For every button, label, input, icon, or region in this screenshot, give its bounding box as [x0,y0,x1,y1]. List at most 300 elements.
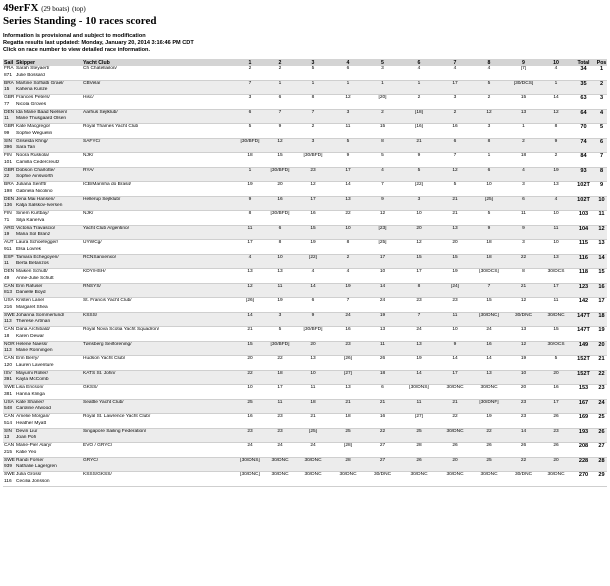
race-score: [30/DNS] [400,385,438,392]
sail-number: ARG [4,225,15,231]
race-score: 4 [541,66,571,73]
empty-cell [438,203,472,210]
race-score: 10 [541,240,571,247]
empty-cell [571,232,596,239]
table-row [3,73,607,80]
total-score: 74 [571,138,596,145]
table-row [3,160,607,167]
sail-number: CAN [4,356,15,361]
sail-number: 13 [3,435,15,442]
race-score: 7 [331,298,365,305]
empty-cell [331,189,365,196]
race-score: 23 [295,167,331,174]
race-link-2[interactable]: 2 [278,59,282,66]
race-score: 2 [472,95,506,102]
race-score: 17 [438,80,472,87]
empty-cell [331,160,365,167]
race-score: 16 [541,385,571,392]
race-score: 8 [235,211,265,218]
empty-cell [506,334,541,341]
race-score: [30/BFD] [295,327,331,334]
race-score: 9 [365,196,400,203]
sail-number: 939 [3,464,15,471]
empty-cell [82,392,235,399]
race-score: [27] [331,370,365,377]
empty-cell [541,218,571,225]
crew-name: Sara Tan [15,145,82,152]
crew-name: Erin Rafuse/ [15,283,82,290]
empty-cell [265,232,295,239]
empty-cell [235,189,265,196]
race-score: 13 [541,254,571,261]
race-score: 21 [506,283,541,290]
sail-number: 120 [3,363,15,370]
race-score: 15 [295,225,331,232]
race-link-8[interactable]: 8 [487,59,491,66]
race-score: 5 [472,80,506,87]
yacht-club: KSSS/GKSS/ [82,472,235,479]
race-score: 22 [506,254,541,261]
race-score: 22 [265,356,295,363]
empty-cell [596,102,607,109]
empty-cell [571,218,596,225]
race-score: 20 [295,341,331,348]
race-score: 22 [472,428,506,435]
empty-cell [541,203,571,210]
empty-cell [506,73,541,80]
race-score: 19 [400,356,438,363]
race-score: 12 [400,240,438,247]
total-score: 147T [571,327,596,334]
sail-number: 514 [3,421,15,428]
race-score: 15 [472,298,506,305]
empty-cell [82,189,235,196]
race-score: 30/DNC [295,457,331,464]
empty-cell [438,290,472,297]
empty-cell [400,450,438,457]
race-score: 25 [331,428,365,435]
yacht-club: Ch Chatellailon/ [82,66,235,73]
race-score: 12 [235,283,265,290]
empty-cell [571,73,596,80]
race-score: 8 [506,269,541,276]
col-club: Yacht Club [82,59,235,66]
race-score: 14 [331,182,365,189]
empty-cell [331,218,365,225]
empty-cell [438,421,472,428]
empty-cell [506,203,541,210]
sail-number: CAN [4,283,15,289]
empty-cell [82,73,235,80]
empty-cell [571,305,596,312]
empty-cell [571,319,596,326]
race-score: 9 [265,124,295,131]
empty-cell [541,363,571,370]
empty-cell [82,218,235,225]
race-score: 14 [400,370,438,377]
race-score: 10 [295,370,331,377]
empty-cell [541,450,571,457]
sail-number: 871 [3,73,15,80]
empty-cell [400,421,438,428]
race-score: 3 [472,124,506,131]
empty-cell [506,305,541,312]
race-score: 6 [331,66,365,73]
empty-cell [331,87,365,94]
empty-cell [82,435,235,442]
race-link-6[interactable]: 6 [417,59,421,66]
empty-cell [571,160,596,167]
total-score: 64 [571,109,596,116]
race-score: 25 [400,428,438,435]
yacht-club: SAFYC/ [82,138,235,145]
position: 20 [596,341,607,348]
empty-cell [472,290,506,297]
empty-cell [331,334,365,341]
empty-cell [82,290,235,297]
race-score: 6 [295,298,331,305]
race-score: 12 [265,138,295,145]
empty-cell [365,319,400,326]
table-row [3,189,607,196]
sail-number: GBR [4,95,15,100]
race-score: 20 [400,225,438,232]
empty-cell [571,102,596,109]
empty-cell [82,102,235,109]
table-row [3,102,607,109]
empty-cell [295,406,331,413]
race-score: 12 [506,298,541,305]
empty-cell [331,435,365,442]
race-score: 13 [235,269,265,276]
empty-cell [331,116,365,123]
race-score: 6 [265,95,295,102]
empty-cell [82,232,235,239]
col-race [365,59,400,66]
crew-name: Julie Bossard [15,73,82,80]
empty-cell [295,189,331,196]
crew-name: Maiken Schutt/ [15,269,82,276]
sail-number: 49 [3,276,15,283]
race-score: 2 [365,109,400,116]
total-score: 118 [571,269,596,276]
empty-cell [506,218,541,225]
crew-name: Martine Soffiatti Grael/ [15,80,82,87]
race-score: 17 [365,254,400,261]
total-score: 102T [571,196,596,203]
race-link-10[interactable]: 10 [553,59,559,66]
race-score: 30/DNC [265,457,295,464]
empty-cell [365,232,400,239]
crew-name: Erin Berry/ [15,356,82,363]
empty-cell [438,218,472,225]
empty-cell [235,73,265,80]
race-score: 10 [265,254,295,261]
table-row [3,196,607,203]
empty-cell [365,479,400,486]
sail-number: 548 [3,406,15,413]
empty-cell [438,174,472,181]
empty-cell [82,203,235,210]
empty-cell [265,160,295,167]
position: 4 [596,109,607,116]
race-score: 3 [506,182,541,189]
empty-cell [472,348,506,355]
empty-cell [235,218,265,225]
race-score: 10 [541,211,571,218]
empty-cell [295,261,331,268]
empty-cell [235,319,265,326]
empty-cell [571,276,596,283]
empty-cell [365,290,400,297]
empty-cell [82,160,235,167]
empty-cell [82,116,235,123]
race-score: 2 [295,124,331,131]
race-score: 30/DNC [438,472,472,479]
race-link-7[interactable]: 7 [453,59,457,66]
empty-cell [506,247,541,254]
total-score: 142 [571,298,596,305]
empty-cell [596,116,607,123]
race-score: [30/BFD] [235,138,265,145]
empty-cell [235,334,265,341]
race-score: [16] [400,124,438,131]
empty-cell [295,276,331,283]
race-score: 11 [331,124,365,131]
crew-name: Johanna Sommerlund/ [15,312,82,319]
race-score: 21 [438,211,472,218]
race-score: 25 [472,457,506,464]
col-race [235,59,265,66]
race-score: 8 [472,138,506,145]
sail-number: 22 [3,174,15,181]
empty-cell [365,116,400,123]
race-score: 16 [331,327,365,334]
race-score: 11 [235,225,265,232]
crew-name: Randi Forse/ [15,457,82,464]
table-row [3,298,607,305]
empty-cell [365,377,400,384]
empty-cell [438,406,472,413]
empty-cell [265,479,295,486]
empty-cell [438,87,472,94]
empty-cell [541,392,571,399]
race-score: 8 [295,95,331,102]
total-score: 70 [571,124,596,131]
race-score: 4 [400,66,438,73]
empty-cell [472,160,506,167]
empty-cell [365,189,400,196]
empty-cell [265,334,295,341]
race-score: 12 [295,182,331,189]
table-row [3,406,607,413]
standings-body [3,66,607,486]
empty-cell [400,348,438,355]
empty-cell [506,363,541,370]
crew-name: Camilla Cedercreutz [15,160,82,167]
table-row [3,211,607,218]
crew-name: Gabriela Nicolino [15,189,82,196]
race-score: 19 [506,356,541,363]
empty-cell [438,160,472,167]
empty-cell [265,261,295,268]
empty-cell [438,145,472,152]
empty-cell [596,334,607,341]
empty-cell [438,189,472,196]
yacht-club: KATS St. John/ [82,370,235,377]
race-score: [30/DNC] [472,312,506,319]
yacht-club: Hisc/ [82,95,235,102]
race-score: 30/DNC [265,472,295,479]
empty-cell [331,421,365,428]
empty-cell [472,203,506,210]
position: 12 [596,225,607,232]
table-row [3,356,607,363]
empty-cell [571,348,596,355]
race-score: 11 [365,341,400,348]
race-link-4[interactable]: 4 [346,59,350,66]
race-score: 13 [472,370,506,377]
col-race [331,59,365,66]
race-link-3[interactable]: 3 [311,59,315,66]
empty-cell [365,348,400,355]
yacht-club: NJK/ [82,211,235,218]
race-score: [25] [472,196,506,203]
race-score: 5 [295,66,331,73]
crew-name: Julia Gross/ [15,472,82,479]
empty-cell [235,276,265,283]
empty-cell [265,363,295,370]
race-score: 30/OCS [541,341,571,348]
race-score: 14 [295,283,331,290]
race-score: 30/DNC [541,472,571,479]
table-row [3,348,607,355]
yacht-club: Royal St. Lawrence Yacht Club/ [82,414,235,421]
empty-cell [571,261,596,268]
race-score: 1 [506,124,541,131]
table-row [3,334,607,341]
race-score: 12 [365,211,400,218]
empty-cell [331,276,365,283]
empty-cell [365,218,400,225]
top-link[interactable]: (top) [72,5,86,13]
empty-cell [400,464,438,471]
sail-number: 113 [3,319,15,326]
sail-number: 381 [3,392,15,399]
race-score: 19 [365,312,400,319]
race-link-1[interactable]: 1 [248,59,252,66]
empty-cell [365,435,400,442]
race-score: [30/DCS] [506,80,541,87]
race-score: 9 [235,196,265,203]
yacht-club: ICB/Marinha do Brasil/ [82,182,235,189]
notes [3,33,607,54]
empty-cell [472,406,506,413]
empty-cell [235,102,265,109]
empty-cell [596,276,607,283]
race-score: 6 [472,167,506,174]
empty-cell [472,116,506,123]
sail-number: 396 [3,145,15,152]
race-score: 9 [295,312,331,319]
sail-number: 71 [3,218,15,225]
empty-cell [295,450,331,457]
empty-cell [235,435,265,442]
table-row [3,399,607,406]
empty-cell [400,73,438,80]
empty-cell [541,464,571,471]
empty-cell [596,131,607,138]
empty-cell [400,189,438,196]
crew-name: Cecilia Jonsson [15,479,82,486]
position: 25 [596,414,607,421]
race-score: 22 [438,414,472,421]
race-link-5[interactable]: 5 [381,59,384,66]
sail-number: ESP [4,254,14,260]
sail-number: BRA [4,80,14,86]
table-row [3,87,607,94]
race-score: 12 [331,95,365,102]
crew-name: Sophie Weguelin [15,131,82,138]
race-score: 13 [400,341,438,348]
empty-cell [365,392,400,399]
race-score: 4 [472,66,506,73]
empty-cell [235,261,265,268]
crew-name: Mayumi Roller/ [15,370,82,377]
empty-cell [596,261,607,268]
sail-number: NOR [4,341,15,347]
empty-cell [265,377,295,384]
empty-cell [331,73,365,80]
empty-cell [438,348,472,355]
empty-cell [400,305,438,312]
crew-name: Heather Myatt [15,421,82,428]
empty-cell [400,247,438,254]
empty-cell [400,363,438,370]
crew-name: Nathalie Lagergren [15,464,82,471]
race-score: [26] [331,356,365,363]
crew-name: Therese Artman [15,319,82,326]
crew-name: Caroline Atwood [15,406,82,413]
yacht-club: Yacht Club Argentino/ [82,225,235,232]
empty-cell [82,319,235,326]
race-score: 30/DNC [331,472,365,479]
table-row [3,218,607,225]
race-score: 15 [265,153,295,160]
race-score: 30/DNC [438,385,472,392]
empty-cell [506,377,541,384]
race-score: 18 [472,240,506,247]
empty-cell [365,145,400,152]
crew-name: Lauren Laventure [15,363,82,370]
sail-number: USA [4,298,14,303]
race-score: 15 [541,327,571,334]
empty-cell [472,276,506,283]
empty-cell [400,261,438,268]
empty-cell [235,450,265,457]
sail-number: CAN [4,414,15,419]
empty-cell [295,116,331,123]
race-link-9[interactable]: 9 [522,59,525,66]
table-row [3,225,607,232]
empty-cell [235,305,265,312]
race-score: 21 [235,327,265,334]
empty-cell [400,392,438,399]
provisional-note: Information is provisional and subject to modification [3,33,146,39]
empty-cell [571,334,596,341]
empty-cell [571,421,596,428]
yacht-club: RYA/ [82,167,235,174]
